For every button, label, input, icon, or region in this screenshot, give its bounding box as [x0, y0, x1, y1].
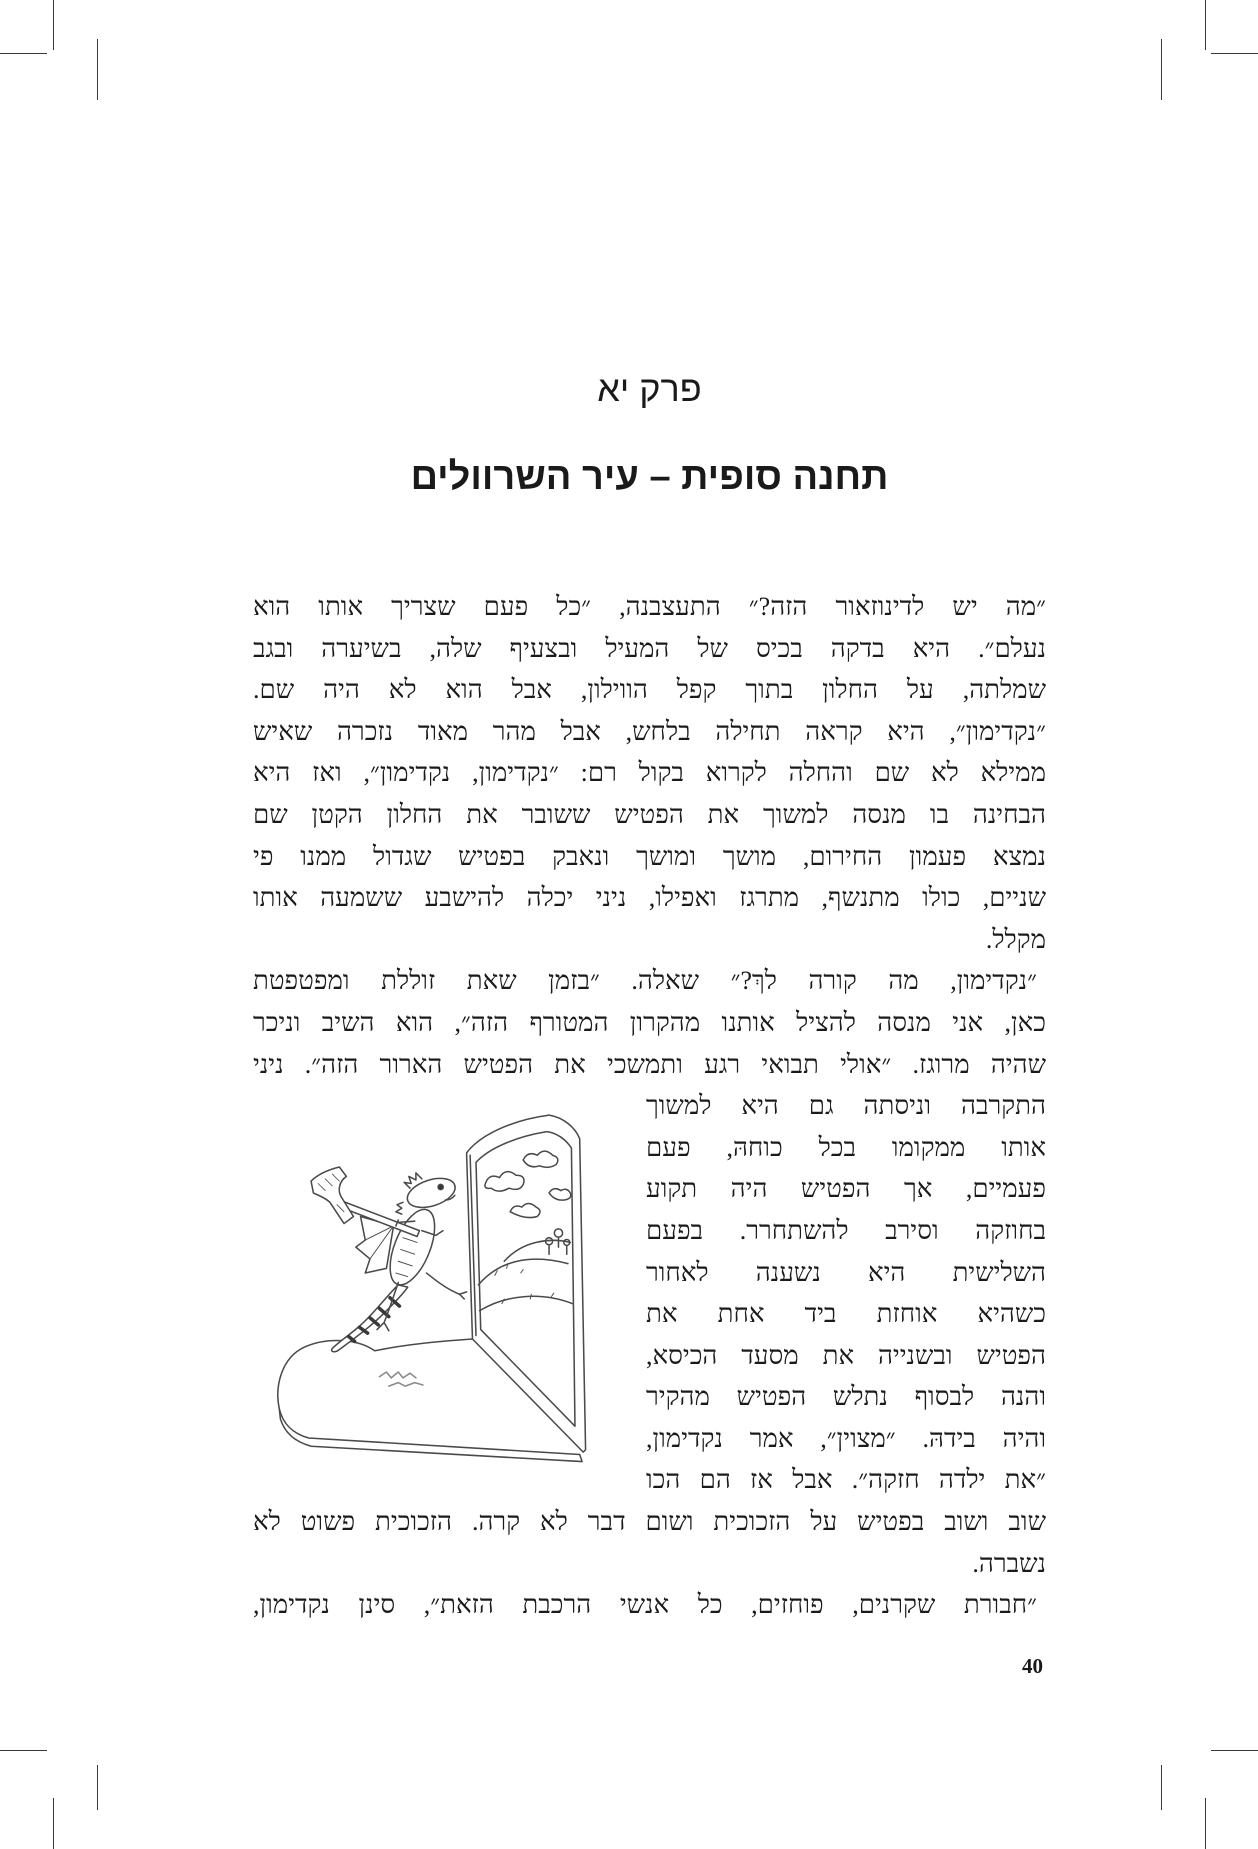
text-line: ״מה יש לדינוזאור הזה?״ התעצבנה, ״כל פעם שצריך אותו הוא — [253, 592, 1046, 621]
lizard-eye — [438, 1184, 443, 1189]
illustration — [271, 1108, 595, 1464]
crop-mark — [1161, 1765, 1162, 1810]
text-line: ״נקדימון״, היא קראה תחילה בלחש, אבל מהר מאוד נזכרה שאיש — [253, 716, 1046, 746]
crop-mark — [1161, 39, 1162, 100]
lizard-leg — [427, 1273, 467, 1299]
chapter-title: תחנה סופית – עיר השרוולים — [410, 456, 889, 498]
text-line: התקרבה וניסתה גם היא למשוך — [646, 1091, 1046, 1121]
text-line: נמצא פעמון החירום, מושך ומושך ונאבק בפטיש שגדול ממנו פי — [253, 841, 1046, 871]
crop-mark — [97, 39, 98, 100]
text-line: פעמיים, אך הפטיש היה תקוע — [646, 1174, 1046, 1204]
chapter-label: פרק יא — [597, 368, 702, 409]
text-line: כאן, אני מנסה להציל אותנו מהקרון המטורף הזה״, הוא השיב וניכר — [253, 1007, 1046, 1037]
crop-mark — [1211, 1750, 1258, 1751]
text-line: הפטיש ובשנייה את מסעד הכיסא, — [646, 1340, 1046, 1370]
text-line: ״נקדימון, מה קורה לךְ?״ שאלה. ״בזמן שאת זוללת ומפטפטת — [253, 966, 1037, 996]
crop-mark — [53, 1798, 54, 1849]
text-line: והנה לבסוף נתלש הפטיש מהקיר — [646, 1382, 1046, 1412]
window-frame — [467, 1115, 586, 1452]
crop-mark — [0, 53, 47, 54]
text-line: שמלתה, על החלון בתוך קפל הווילון, אבל הוא לא היה שם. — [253, 675, 1046, 705]
text-line: כשהיא אוחזת ביד אחת את — [646, 1299, 1046, 1329]
text-line: ״חבורת שקרנים, פוחזים, כל אנשי הרכבת הזאת״, סינן נקדימון, — [253, 1590, 1037, 1620]
text-line: שוב ושוב בפטיש על הזכוכית ושום דבר לא קרה. הזכוכית פשוט לא — [253, 1507, 1046, 1537]
text-line: הבחינה בו מנסה למשוך את הפטיש ששובר את החלון הקטן שם — [253, 799, 1046, 829]
lizard-head — [404, 1173, 459, 1213]
crop-mark — [1205, 1798, 1206, 1849]
floor-edge — [279, 1409, 582, 1462]
text-line: בחוזקה וסירב להשתחרר. בפעם — [646, 1215, 1046, 1245]
text-line: אותו ממקומו בכל כוחהּ, פעם — [646, 1132, 1046, 1162]
crop-mark — [0, 1750, 47, 1751]
body-text — [253, 586, 1046, 1626]
crop-mark — [1205, 0, 1206, 50]
text-line: השלישית היא נשענה לאחור — [646, 1257, 1046, 1287]
text-line: ממילא לא שם והחלה לקרוא בקול רם: ״נקדימון, נקדימון״, ואז היא — [253, 758, 1046, 788]
floor-marks — [379, 1372, 423, 1386]
text-line: מקלל. — [985, 924, 1046, 954]
hammer-head — [311, 1167, 353, 1224]
text-line: ״את ילדה חזקה״. אבל אז הם הכו — [646, 1465, 1046, 1495]
crop-mark — [1211, 53, 1258, 54]
text-line: שניים, כולו מתנשף, מתרגז ואפילו, ניני יכלה להישבע ששמעה אותו — [253, 883, 1046, 913]
text-line: והיה בידהּ. ״מצוין״, אמר נקדימון, — [646, 1423, 1046, 1453]
page-number: 40 — [1022, 1654, 1043, 1678]
text-line: נשברה. — [972, 1548, 1046, 1578]
crop-mark — [97, 1765, 98, 1810]
text-line: שהיה מרוגז. ״אולי תבואי רגע ותמשכי את הפטיש הארור הזה״. ניני — [253, 1049, 1046, 1079]
text-line: נעלם״. היא בדקה בכיס של המעיל ובצעיף שלה, בשיערה ובגב — [253, 633, 1046, 663]
crop-mark — [53, 0, 54, 50]
